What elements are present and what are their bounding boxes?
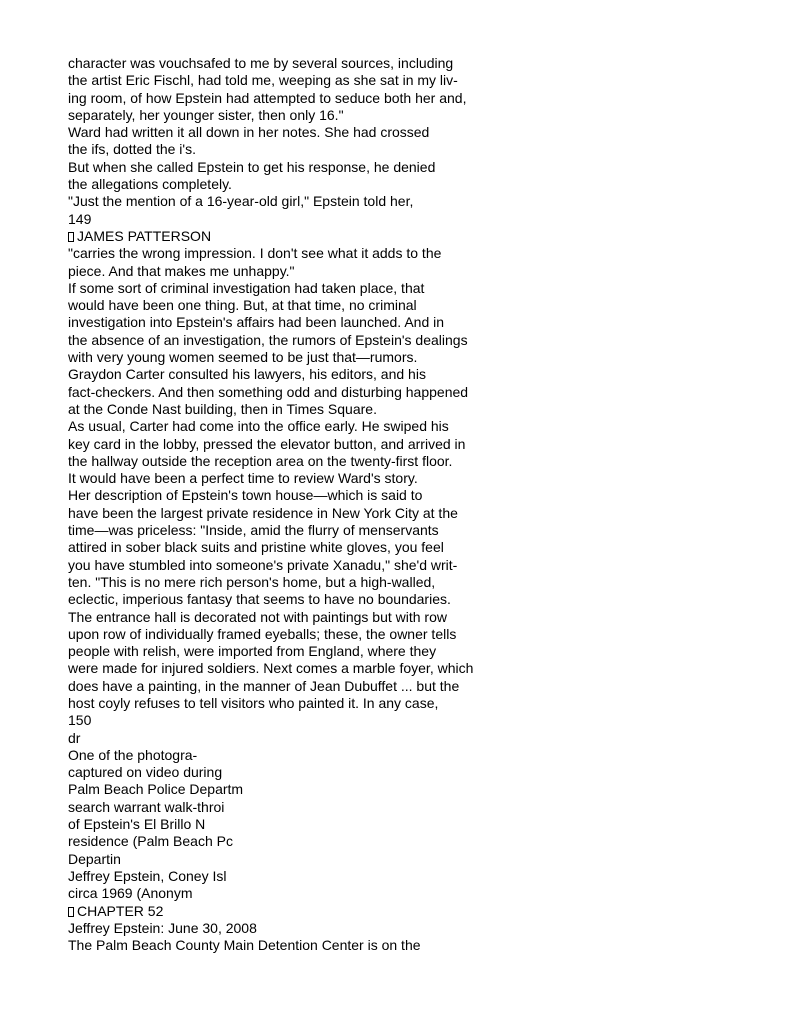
photo-caption-line: Departin bbox=[68, 850, 121, 867]
text-line: does have a painting, in the manner of Jean Dubuffet ... but the bbox=[68, 677, 460, 694]
text-line: the hallway outside the reception area on the twenty-first floor. bbox=[68, 452, 453, 469]
photo-caption-line: search warrant walk-throi bbox=[68, 798, 225, 815]
chapter-heading bbox=[68, 903, 768, 920]
text-line: the artist Eric Fischl, had told me, weeping as she sat in my liv- bbox=[68, 72, 458, 89]
chapter-subheading: Jeffrey Epstein: June 30, 2008 bbox=[68, 919, 257, 936]
text-line: The entrance hall is decorated not with paintings but with row bbox=[68, 608, 447, 625]
text-line: the ifs, dotted the i's. bbox=[68, 141, 196, 158]
text-line: you have stumbled into someone's private Xanadu," she'd writ- bbox=[68, 556, 458, 573]
text-line: investigation into Epstein's affairs had been launched. And in bbox=[68, 314, 445, 331]
text-line: have been the largest private residence in New York City at the bbox=[68, 504, 458, 521]
text-line: upon row of individually framed eyeballs; these, the owner tells bbox=[68, 625, 457, 642]
photo-caption-line: One of the photogra- bbox=[68, 746, 198, 763]
text-line: But when she called Epstein to get his response, he denied bbox=[68, 158, 436, 175]
text-line: host coyly refuses to tell visitors who painted it. In any case, bbox=[68, 694, 439, 711]
text-line: As usual, Carter had come into the office early. He swiped his bbox=[68, 418, 449, 435]
text-line: key card in the lobby, pressed the elevator button, and arrived in bbox=[68, 435, 466, 452]
text-line: ten. "This is no mere rich person's home, but a high-walled, bbox=[68, 573, 436, 590]
text-line: with very young women seemed to be just that—rumors. bbox=[68, 349, 418, 366]
text-line: attired in sober black suits and pristine white gloves, you feel bbox=[68, 539, 444, 556]
text-line: It would have been a perfect time to review Ward's story. bbox=[68, 470, 418, 487]
page-number: 149 bbox=[68, 210, 92, 227]
text-line: "Just the mention of a 16-year-old girl," Epstein told her, bbox=[68, 193, 414, 210]
text-line: the allegations completely. bbox=[68, 176, 232, 193]
text-line: Her description of Epstein's town house—which is said to bbox=[68, 487, 423, 504]
text-line: piece. And that makes me unhappy." bbox=[68, 262, 295, 279]
text-line: Ward had written it all down in her notes. She had crossed bbox=[68, 124, 430, 141]
text-line: were made for injured soldiers. Next comes a marble foyer, which bbox=[68, 660, 474, 677]
photo-caption-line: circa 1969 (Anonym bbox=[68, 885, 193, 902]
document-page bbox=[68, 55, 768, 954]
text-line: Graydon Carter consulted his lawyers, his editors, and his bbox=[68, 366, 426, 383]
text-line: separately, her younger sister, then only 16." bbox=[68, 106, 344, 123]
photo-caption-line: of Epstein's El Brillo N bbox=[68, 816, 206, 833]
text-line: The Palm Beach County Main Detention Center is on the bbox=[68, 937, 421, 954]
missing-glyph-icon bbox=[68, 907, 74, 917]
text-line: character was vouchsafed to me by several sources, including bbox=[68, 55, 454, 71]
text-line: eclectic, imperious fantasy that seems to have no boundaries. bbox=[68, 591, 451, 608]
chapter-heading-text: CHAPTER 52 bbox=[77, 902, 164, 919]
text-line: fact-checkers. And then something odd and disturbing happened bbox=[68, 383, 469, 400]
photo-caption-line: Jeffrey Epstein, Coney Isl bbox=[68, 867, 227, 884]
photo-caption-line: residence (Palm Beach Pc bbox=[68, 833, 233, 850]
text-line: ing room, of how Epstein had attempted to seduce both her and, bbox=[68, 89, 467, 106]
photo-caption-line: dr bbox=[68, 729, 81, 746]
running-header bbox=[68, 228, 768, 245]
page-number: 150 bbox=[68, 712, 92, 729]
running-header-text: JAMES PATTERSON bbox=[77, 227, 212, 244]
text-line: the absence of an investigation, the rumors of Epstein's dealings bbox=[68, 331, 468, 348]
text-line: time—was priceless: "Inside, amid the flurry of menservants bbox=[68, 522, 439, 539]
text-line: at the Conde Nast building, then in Times Square. bbox=[68, 400, 377, 417]
missing-glyph-icon bbox=[68, 232, 74, 242]
photo-caption-line: captured on video during bbox=[68, 764, 223, 781]
text-line: If some sort of criminal investigation had taken place, that bbox=[68, 279, 425, 296]
text-line: would have been one thing. But, at that time, no criminal bbox=[68, 297, 417, 314]
text-line: people with relish, were imported from England, where they bbox=[68, 643, 437, 660]
text-line: "carries the wrong impression. I don't see what it adds to the bbox=[68, 245, 442, 262]
photo-caption-line: Palm Beach Police Departm bbox=[68, 781, 244, 798]
